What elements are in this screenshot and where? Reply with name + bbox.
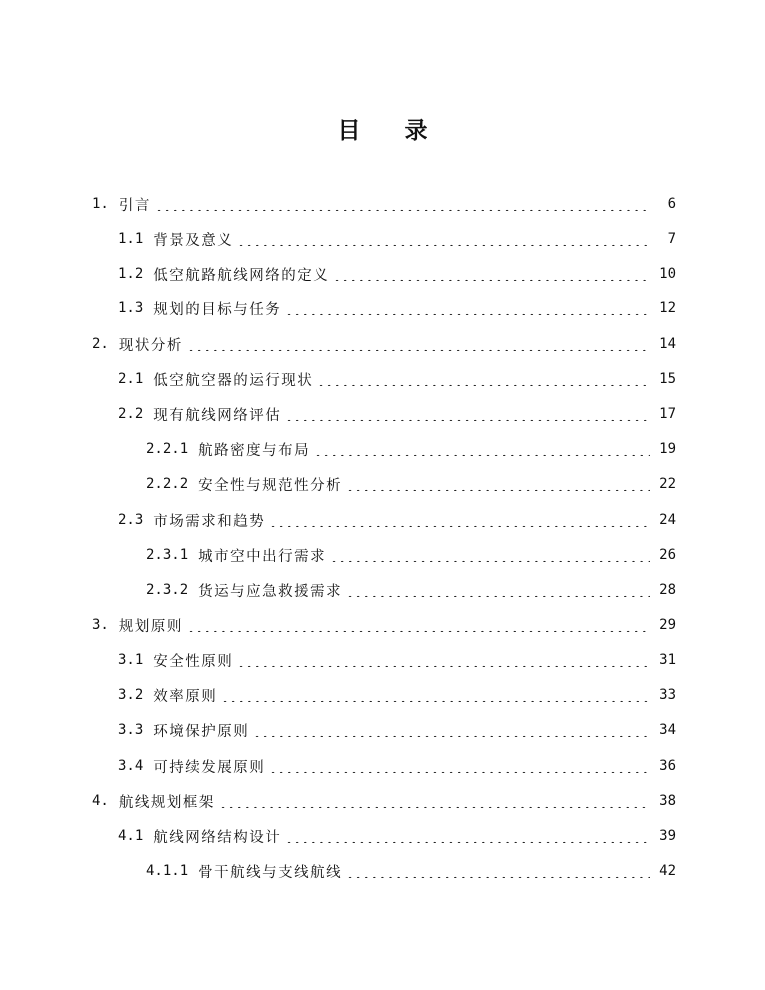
- dot-leader: [317, 372, 650, 386]
- dot-leader: [346, 583, 650, 597]
- dot-leader: [285, 829, 650, 843]
- toc-entry-number: 3.: [92, 617, 109, 633]
- toc-entry-page: 10: [659, 266, 676, 282]
- toc-entry[interactable]: [118, 296, 676, 320]
- toc-entry-number: 1.3: [118, 300, 144, 316]
- toc-entry-number: 2.3: [118, 512, 144, 528]
- dot-leader: [269, 513, 650, 527]
- dot-leader: [237, 653, 650, 667]
- toc-entry-number: 3.2: [118, 687, 144, 703]
- dot-leader: [330, 548, 650, 562]
- toc-entry-label: 低空航空器的运行现状: [153, 372, 314, 389]
- toc-entry-page: 39: [659, 828, 676, 844]
- toc-entry-number: 3.1: [118, 652, 144, 668]
- dot-leader: [285, 407, 650, 421]
- dot-leader: [346, 864, 650, 878]
- toc-entry[interactable]: [118, 227, 676, 251]
- toc-entry-page: 38: [659, 793, 676, 809]
- toc-entry-page: 15: [659, 371, 676, 387]
- dot-leader: [155, 197, 650, 211]
- toc-entry-page: 34: [659, 722, 676, 738]
- toc-entry[interactable]: [118, 824, 676, 848]
- toc-entry-number: 3.3: [118, 722, 144, 738]
- toc-entry[interactable]: [146, 543, 676, 567]
- dot-leader: [187, 618, 650, 632]
- toc-entry-number: 2.2.1: [146, 441, 189, 457]
- toc-entry[interactable]: [118, 262, 676, 286]
- toc-entry-label: 规划的目标与任务: [153, 301, 282, 318]
- toc-entry-number: 2.: [92, 336, 109, 352]
- dot-leader: [333, 267, 650, 281]
- toc-entry-label: 低空航路航线网络的定义: [153, 267, 330, 284]
- toc-entry-page: 17: [659, 406, 676, 422]
- toc-entry-page: 19: [659, 441, 676, 457]
- toc-entry[interactable]: [118, 402, 676, 426]
- toc-entry-label: 引言: [118, 197, 151, 214]
- toc-entry-page: 7: [667, 231, 676, 247]
- toc-entry-label: 航线规划框架: [118, 794, 215, 811]
- toc-entry[interactable]: [146, 578, 676, 602]
- toc-entry[interactable]: [92, 789, 676, 813]
- toc-entry-number: 2.1: [118, 371, 144, 387]
- toc-entry-label: 环境保护原则: [153, 723, 250, 740]
- dot-leader: [219, 794, 650, 808]
- toc-entry-number: 4.1: [118, 828, 144, 844]
- toc-entry-page: 24: [659, 512, 676, 528]
- dot-leader: [269, 759, 650, 773]
- toc-entry[interactable]: [118, 367, 676, 391]
- toc-entry[interactable]: [146, 472, 676, 496]
- dot-leader: [314, 442, 650, 456]
- toc-entry[interactable]: [146, 859, 676, 883]
- toc-entry[interactable]: [92, 192, 676, 216]
- toc-entry-number: 1.1: [118, 231, 144, 247]
- toc-entry-number: 1.2: [118, 266, 144, 282]
- dot-leader: [285, 301, 650, 315]
- title-char-right: 录: [404, 118, 428, 144]
- dot-leader: [221, 688, 650, 702]
- toc-entry-label: 效率原则: [153, 688, 218, 705]
- toc-entry[interactable]: [118, 754, 676, 778]
- toc-entry-page: 22: [659, 476, 676, 492]
- toc-entry-page: 6: [667, 196, 676, 212]
- dot-leader: [253, 723, 650, 737]
- toc-entry-page: 28: [659, 582, 676, 598]
- toc-entry[interactable]: [118, 648, 676, 672]
- toc-entry[interactable]: [92, 613, 676, 637]
- toc-entry-page: 14: [659, 336, 676, 352]
- toc-entry-page: 42: [659, 863, 676, 879]
- toc-entry[interactable]: [146, 437, 676, 461]
- toc-entry-number: 2.2.2: [146, 476, 189, 492]
- dot-leader: [346, 477, 650, 491]
- toc-entry-number: 2.2: [118, 406, 144, 422]
- toc-entry-page: 29: [659, 617, 676, 633]
- toc-entry-label: 城市空中出行需求: [198, 548, 327, 565]
- toc-entry-number: 2.3.1: [146, 547, 189, 563]
- toc-entry-page: 12: [659, 300, 676, 316]
- toc-entry-label: 现状分析: [118, 337, 183, 354]
- toc-entry-label: 航路密度与布局: [198, 442, 311, 459]
- toc-entry[interactable]: [118, 508, 676, 532]
- toc-entry-label: 背景及意义: [153, 232, 234, 249]
- toc-entry-label: 可持续发展原则: [153, 759, 266, 776]
- toc-entry-number: 2.3.2: [146, 582, 189, 598]
- title-char-left: 目: [337, 118, 361, 144]
- toc-entry-page: 26: [659, 547, 676, 563]
- toc-entry-number: 1.: [92, 196, 109, 212]
- toc-entry-page: 33: [659, 687, 676, 703]
- toc-entry-number: 4.1.1: [146, 863, 189, 879]
- toc-entry[interactable]: [118, 683, 676, 707]
- toc-entry-page: 31: [659, 652, 676, 668]
- toc-entry-number: 4.: [92, 793, 109, 809]
- toc-entry-label: 货运与应急救援需求: [198, 583, 343, 600]
- toc-entry-number: 3.4: [118, 758, 144, 774]
- toc-entry-page: 36: [659, 758, 676, 774]
- toc-entry-label: 规划原则: [118, 618, 183, 635]
- dot-leader: [187, 337, 650, 351]
- toc-entry-label: 安全性与规范性分析: [198, 477, 343, 494]
- toc-entry[interactable]: [118, 718, 676, 742]
- toc-entry-label: 现有航线网络评估: [153, 407, 282, 424]
- toc-entry-label: 安全性原则: [153, 653, 234, 670]
- toc-entry-label: 骨干航线与支线航线: [198, 864, 343, 881]
- toc-entry[interactable]: [92, 332, 676, 356]
- toc-entry-label: 市场需求和趋势: [153, 513, 266, 530]
- dot-leader: [237, 232, 650, 246]
- toc-entry-label: 航线网络结构设计: [153, 829, 282, 846]
